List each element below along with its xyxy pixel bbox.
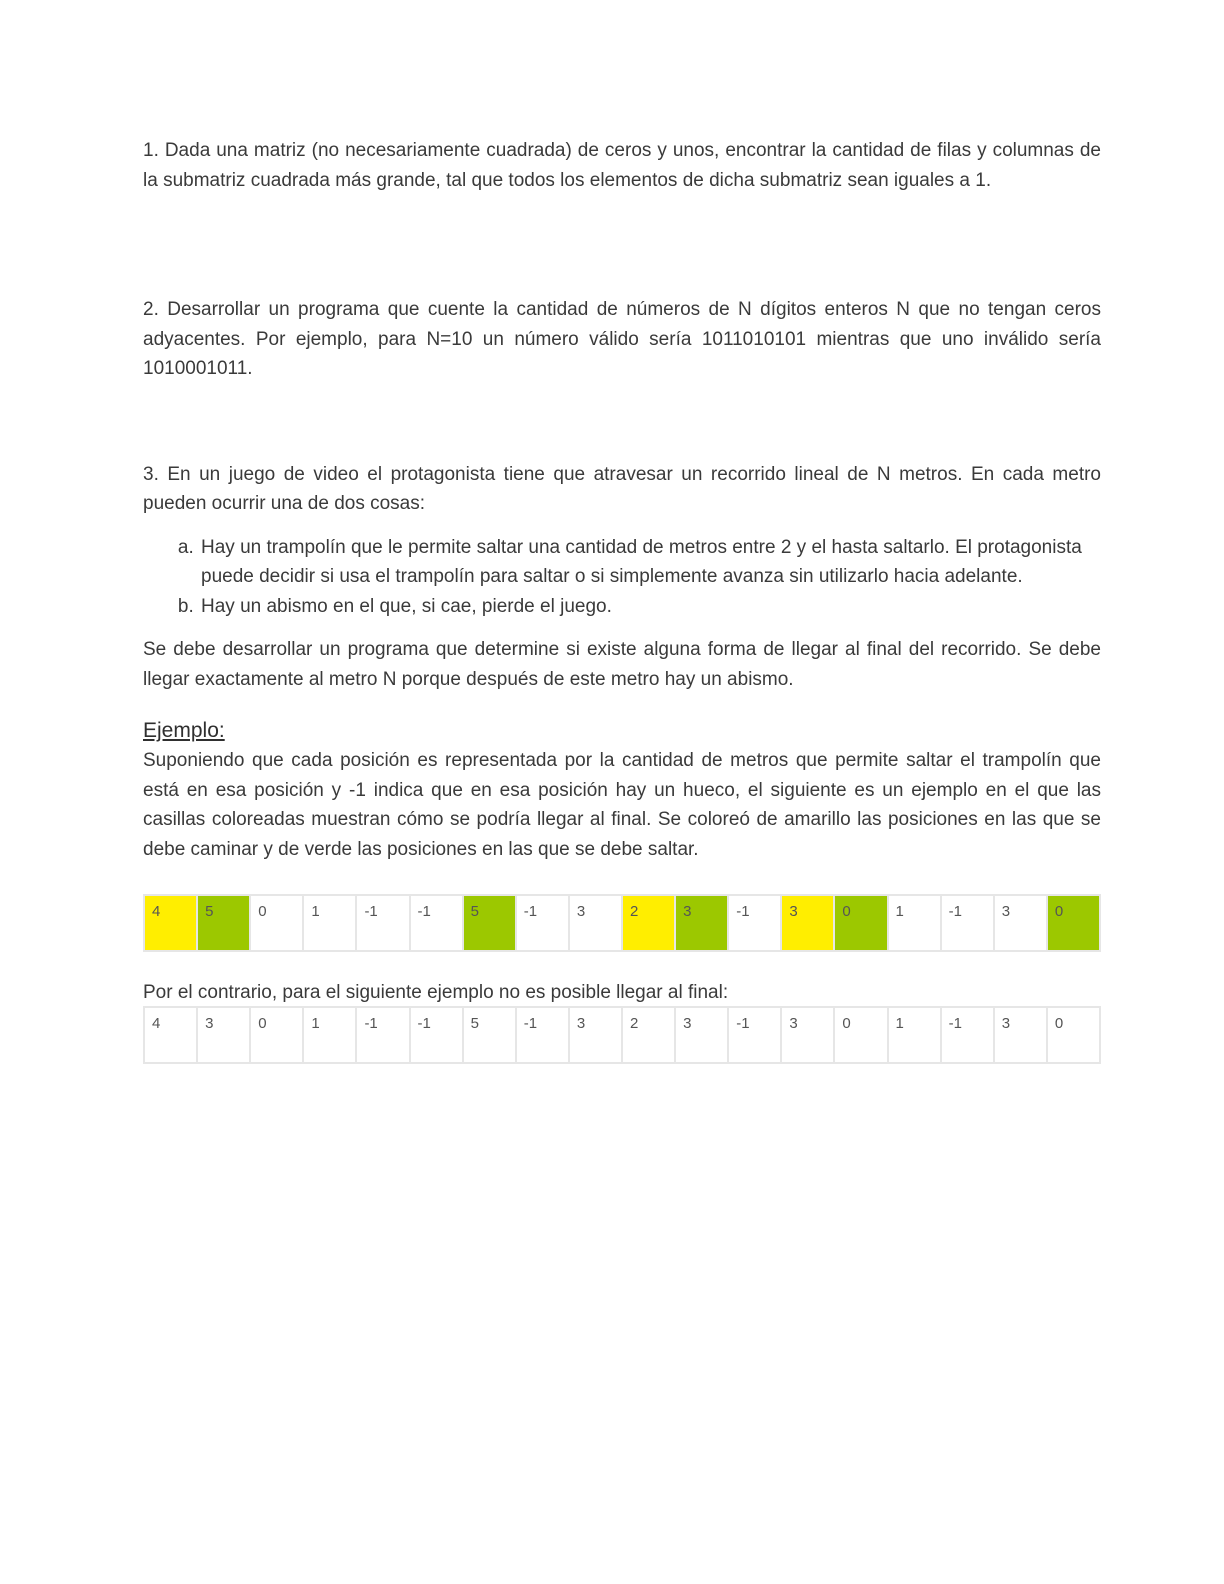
path-cell: 3 — [781, 895, 834, 951]
path-cell: 3 — [569, 895, 622, 951]
path-cell: 2 — [622, 1007, 675, 1063]
path-cell: 3 — [675, 1007, 728, 1063]
path-cell: 5 — [463, 895, 516, 951]
path-cell: 1 — [303, 1007, 356, 1063]
path-cell: 4 — [144, 895, 197, 951]
path-cell: -1 — [941, 895, 994, 951]
exercise-2-paragraph: 2. Desarrollar un programa que cuente la cantidad de números de N dígitos enteros N que no tengan ceros adyacentes. Por ejemplo, para N=10 un número válido sería 1011010101 mientras que uno inválido sería 1010001011. — [143, 299, 1101, 379]
path-cell: -1 — [410, 895, 463, 951]
example-paragraph: Suponiendo que cada posición es representada por la cantidad de metros que permite saltar el trampolín que está en esa posición y -1 indica que en esa posición hay un hueco, el siguiente es un ejemplo en el que las casillas coloreadas muestran cómo se podría llegar al final. Se coloreó de amarillo las posiciones en las que se debe caminar y de verde las posiciones en las que se debe saltar. — [143, 750, 1101, 860]
solvable-path-table — [143, 894, 1101, 952]
path-cell: 5 — [463, 1007, 516, 1063]
table-row — [144, 895, 1100, 951]
path-cell: 3 — [197, 1007, 250, 1063]
path-cell: 2 — [622, 895, 675, 951]
path-cell: 1 — [888, 895, 941, 951]
path-cell: -1 — [356, 1007, 409, 1063]
unsolvable-caption: Por el contrario, para el siguiente ejemplo no es posible llegar al final: — [143, 982, 729, 1003]
path-cell: 0 — [834, 1007, 887, 1063]
path-cell: 5 — [197, 895, 250, 951]
path-cell: -1 — [728, 1007, 781, 1063]
path-cell: 1 — [888, 1007, 941, 1063]
path-cell: 3 — [994, 895, 1047, 951]
path-cell: -1 — [516, 895, 569, 951]
path-cell: -1 — [356, 895, 409, 951]
path-cell: 0 — [1047, 1007, 1100, 1063]
example-heading: Ejemplo: — [143, 719, 225, 742]
path-cell: -1 — [410, 1007, 463, 1063]
path-cell: 3 — [994, 1007, 1047, 1063]
path-cell: 3 — [675, 895, 728, 951]
unsolvable-path-table — [143, 1006, 1101, 1064]
path-cell: 0 — [250, 1007, 303, 1063]
path-cell: 3 — [569, 1007, 622, 1063]
table-row — [144, 1007, 1100, 1063]
path-cell: 3 — [781, 1007, 834, 1063]
path-cell: 1 — [303, 895, 356, 951]
exercise-3-options-list — [143, 533, 1101, 622]
document-page — [143, 136, 1101, 1064]
path-cell: 0 — [834, 895, 887, 951]
option-b: b. Hay un abismo en el que, si cae, pierde el juego. — [199, 592, 1101, 622]
path-cell: 4 — [144, 1007, 197, 1063]
path-cell: -1 — [941, 1007, 994, 1063]
path-cell: 0 — [250, 895, 303, 951]
exercise-3-task-paragraph: Se debe desarrollar un programa que determine si existe alguna forma de llegar al final del recorrido. Se debe llegar exactamente al metro N porque después de este metro hay un abismo. — [143, 639, 1101, 690]
path-cell: -1 — [728, 895, 781, 951]
exercise-3-paragraph: 3. En un juego de video el protagonista tiene que atravesar un recorrido lineal de N metros. En cada metro pueden ocurrir una de dos cosas: — [143, 463, 1101, 514]
option-a: a. Hay un trampolín que le permite saltar una cantidad de metros entre 2 y el hasta saltarlo. El protagonista puede decidir si usa el trampolín para saltar o si simplemente avanza sin utilizarlo hacia adelante. — [199, 533, 1101, 592]
path-cell: -1 — [516, 1007, 569, 1063]
exercise-1-paragraph: 1. Dada una matriz (no necesariamente cuadrada) de ceros y unos, encontrar la cantidad de filas y columnas de la submatriz cuadrada más grande, tal que todos los elementos de dicha submatriz sean iguales a 1. — [143, 140, 1101, 191]
path-cell: 0 — [1047, 895, 1100, 951]
